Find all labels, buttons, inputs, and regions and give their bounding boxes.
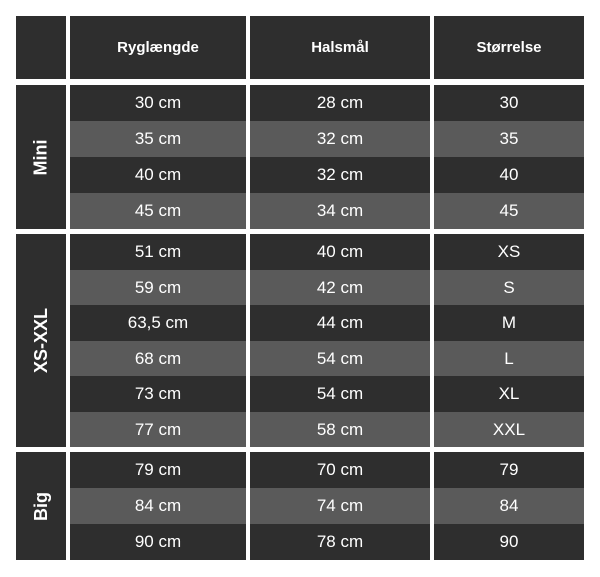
table-cell: 84	[434, 488, 584, 524]
table-cell: 90 cm	[70, 524, 246, 560]
table-cell: 79	[434, 452, 584, 488]
table-cell: 70 cm	[250, 452, 430, 488]
header-ryglaengde: Ryglængde	[70, 16, 246, 79]
table-cell: 54 cm	[250, 376, 430, 412]
table-cell: 45 cm	[70, 193, 246, 229]
table-cell: 45	[434, 193, 584, 229]
table-cell: L	[434, 341, 584, 376]
table-cell: XL	[434, 376, 584, 412]
table-cell: 44 cm	[250, 305, 430, 341]
table-cell: XS	[434, 234, 584, 270]
table-cell: 40	[434, 157, 584, 193]
table-cell: 35	[434, 121, 584, 157]
table-cell: 40 cm	[250, 234, 430, 270]
table-cell: 84 cm	[70, 488, 246, 524]
header-halsmaal: Halsmål	[250, 16, 430, 79]
table-cell: 30	[434, 85, 584, 121]
table-cell: 35 cm	[70, 121, 246, 157]
table-cell: 30 cm	[70, 85, 246, 121]
table-cell: 34 cm	[250, 193, 430, 229]
table-cell: S	[434, 270, 584, 305]
table-cell: 54 cm	[250, 341, 430, 376]
table-cell: 40 cm	[70, 157, 246, 193]
header-stoerrelse: Størrelse	[434, 16, 584, 79]
table-cell: 32 cm	[250, 121, 430, 157]
table-cell: 90	[434, 524, 584, 560]
table-cell: 73 cm	[70, 376, 246, 412]
table-cell: 59 cm	[70, 270, 246, 305]
header-corner	[16, 16, 66, 79]
table-cell: 42 cm	[250, 270, 430, 305]
table-cell: 68 cm	[70, 341, 246, 376]
table-cell: 79 cm	[70, 452, 246, 488]
table-cell: M	[434, 305, 584, 341]
group-label-xs-xxl: XS-XXL	[16, 234, 66, 447]
group-label-mini: Mini	[16, 85, 66, 229]
table-cell: 78 cm	[250, 524, 430, 560]
table-cell: 28 cm	[250, 85, 430, 121]
group-label-big: Big	[16, 452, 66, 560]
table-cell: 74 cm	[250, 488, 430, 524]
table-cell: 32 cm	[250, 157, 430, 193]
table-cell: 63,5 cm	[70, 305, 246, 341]
table-cell: 51 cm	[70, 234, 246, 270]
table-cell: XXL	[434, 412, 584, 447]
table-cell: 77 cm	[70, 412, 246, 447]
table-cell: 58 cm	[250, 412, 430, 447]
